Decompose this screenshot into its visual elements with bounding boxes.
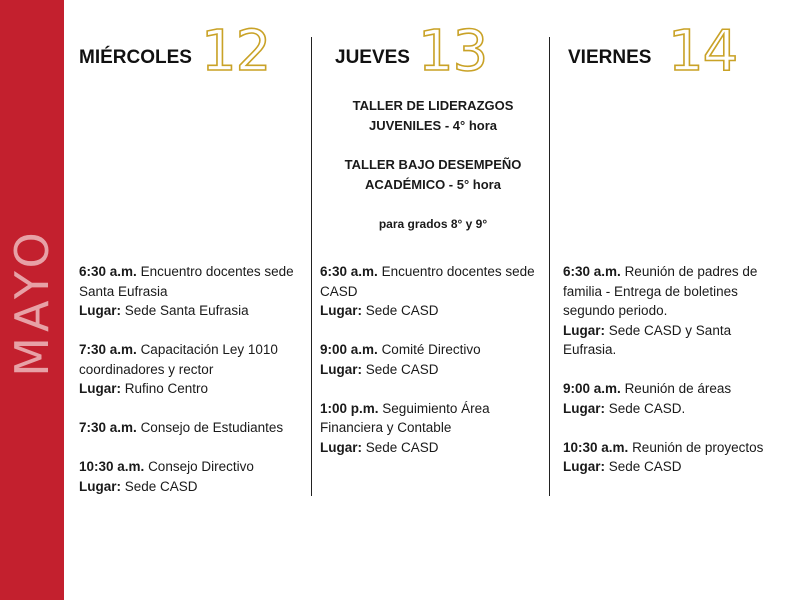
event-item: [79, 340, 305, 399]
event-description: Reunión de proyectos: [632, 439, 764, 455]
event-place-label: Lugar:: [320, 439, 362, 455]
event-time: 9:00 a.m.: [563, 381, 621, 396]
event-place-label: Lugar:: [79, 303, 121, 318]
event-place-label: Lugar:: [563, 459, 605, 474]
event-time: 10:30 a.m.: [79, 459, 145, 474]
event-item: [79, 262, 305, 321]
event-place-label: Lugar:: [320, 361, 362, 377]
event-place-label: Lugar:: [563, 400, 605, 416]
event-item: [79, 418, 305, 438]
event-description: Reunión de áreas: [624, 381, 732, 396]
event-place-label: Lugar:: [79, 381, 121, 396]
event-place: Sede CASD y Santa Eufrasia.: [563, 322, 732, 357]
event-place-label: Lugar:: [79, 478, 121, 494]
event-item: [563, 262, 783, 360]
event-time: 1:00 p.m.: [320, 400, 379, 416]
event-place: Sede Santa Eufrasia: [124, 303, 249, 318]
month-side-band: [0, 0, 64, 600]
thursday-notes: [318, 96, 548, 253]
events-wednesday: [79, 262, 305, 516]
event-time: 7:30 a.m.: [79, 342, 137, 357]
event-place-label: Lugar:: [563, 322, 605, 338]
event-time: 6:30 a.m.: [563, 264, 621, 279]
event-item: [320, 340, 546, 379]
note-workshop-performance: TALLER BAJO DESEMPEÑO ACADÉMICO - 5° hora: [344, 157, 522, 192]
day-number: 13: [418, 19, 488, 84]
event-description: Encuentro docentes sede Santa Eufrasia: [79, 264, 294, 299]
day-name: JUEVES: [335, 47, 410, 68]
event-place: Sede CASD: [365, 303, 439, 318]
events-thursday: [320, 262, 546, 477]
event-description: Comité Directivo: [381, 342, 481, 357]
event-time: 6:30 a.m.: [79, 264, 137, 279]
day-name: MIÉRCOLES: [79, 47, 192, 68]
event-place: Rufino Centro: [124, 381, 209, 396]
event-place: Sede CASD: [365, 361, 439, 377]
event-description: Capacitación Ley 1010 coordinadores y rector: [79, 342, 278, 377]
event-description: Reunión de padres de familia - Entrega de boletines segundo periodo.: [563, 264, 758, 318]
event-description: Encuentro docentes sede CASD: [320, 264, 535, 299]
note-workshop-leadership: TALLER DE LIDERAZGOS JUVENILES - 4° hora: [352, 98, 514, 133]
event-time: 6:30 a.m.: [320, 264, 378, 279]
event-item: [320, 262, 546, 321]
column-divider: [549, 37, 550, 496]
event-place: Sede CASD: [608, 459, 682, 474]
note-grades: para grados 8° y 9°: [378, 217, 488, 231]
event-time: 10:30 a.m.: [563, 439, 629, 455]
event-item: [79, 457, 305, 496]
day-name: VIERNES: [568, 47, 652, 68]
event-time: 7:30 a.m.: [79, 420, 137, 435]
events-friday: [563, 262, 783, 496]
event-item: [320, 399, 546, 458]
event-item: [563, 438, 783, 477]
column-divider: [311, 37, 312, 496]
event-place-label: Lugar:: [320, 303, 362, 318]
event-place: Sede CASD.: [608, 400, 686, 416]
event-description: Consejo Directivo: [148, 459, 254, 474]
event-item: [563, 379, 783, 418]
event-place: Sede CASD: [365, 439, 439, 455]
day-number: 14: [668, 19, 738, 84]
event-time: 9:00 a.m.: [320, 342, 378, 357]
month-label: MAYO: [5, 227, 59, 377]
event-description: Seguimiento Área Financiera y Contable: [320, 400, 490, 435]
event-description: Consejo de Estudiantes: [140, 420, 284, 435]
day-number: 12: [201, 19, 271, 84]
event-place: Sede CASD: [124, 478, 198, 494]
